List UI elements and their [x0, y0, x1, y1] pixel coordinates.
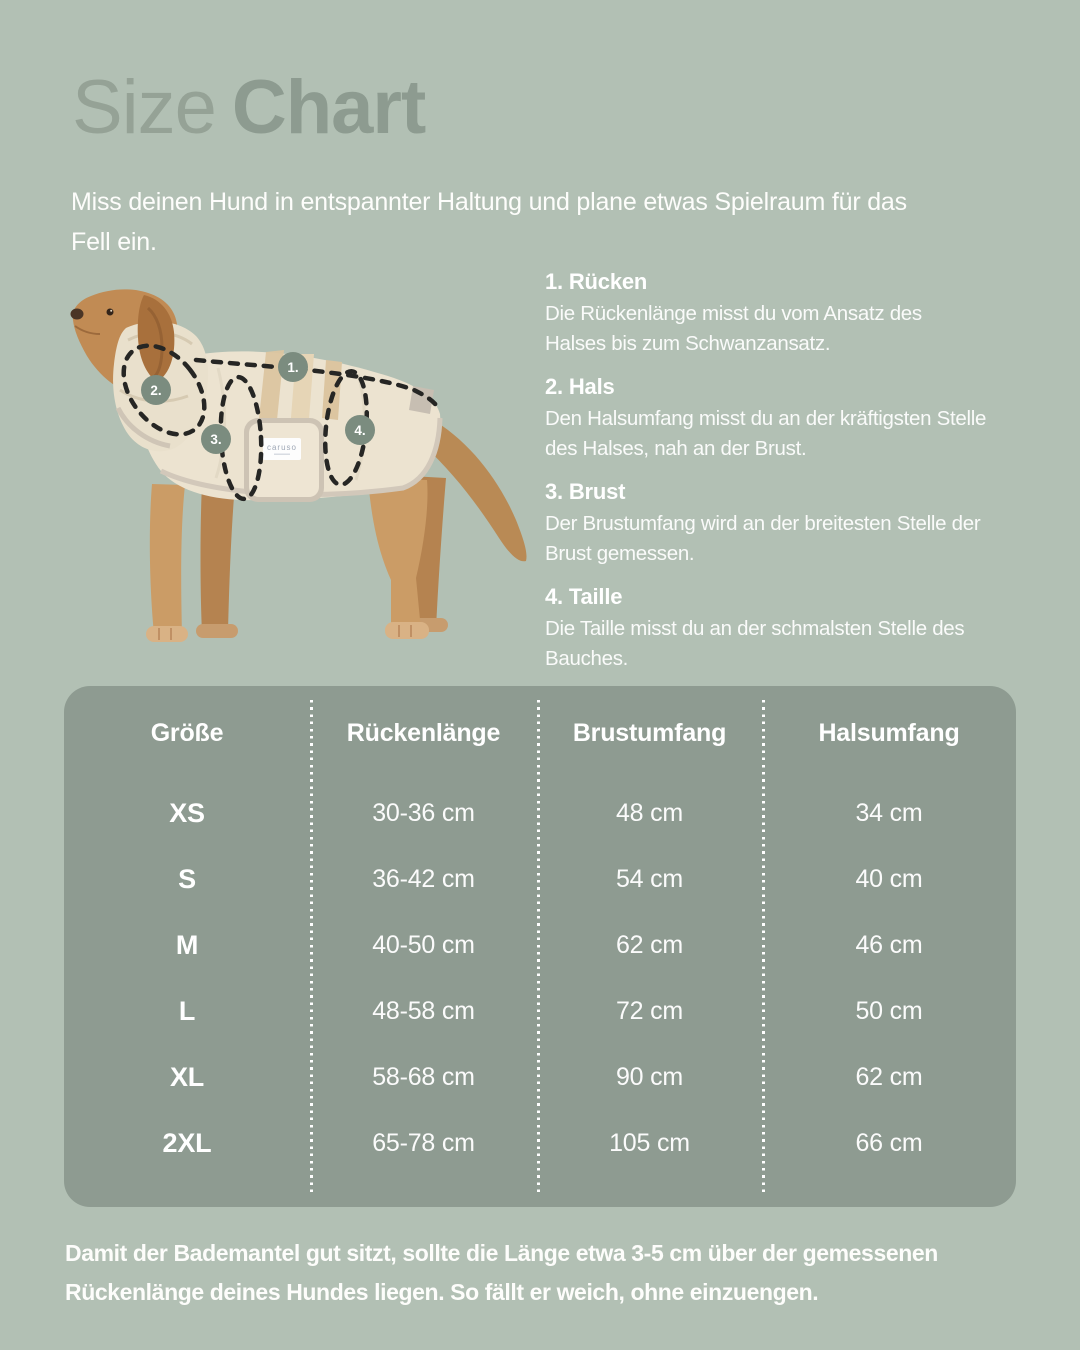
measurement-description: Der Brustumfang wird an der breitesten Stelle der Brust gemessen.	[545, 512, 981, 565]
fit-note-line-2: Rückenlänge deines Hundes liegen. So fällt er weich, ohne einzuengen.	[65, 1279, 819, 1305]
measurement-description: Die Rückenlänge misst du vom Ansatz des Halses bis zum Schwanzansatz.	[545, 302, 922, 355]
badge-4-label: 4.	[354, 423, 366, 438]
chest-girth-value: 62 cm	[615, 930, 684, 959]
table-row-s	[64, 846, 1016, 912]
chest-girth-value: 54 cm	[615, 864, 684, 893]
dog-measurement-illustration	[58, 268, 540, 670]
chest-girth-value: 48 cm	[615, 798, 684, 827]
neck-girth-value: 40 cm	[855, 864, 923, 893]
column-header-rueckenlaenge: Rückenlänge	[346, 718, 501, 747]
neck-girth-value: 62 cm	[855, 1062, 923, 1091]
column-header-groesse: Größe	[150, 718, 224, 747]
size-label: XS	[169, 797, 205, 828]
dog-hind-near-paw	[385, 622, 429, 639]
chest-girth-value: 105 cm	[609, 1128, 690, 1157]
page-title	[72, 65, 426, 150]
column-separator	[310, 700, 313, 1192]
column-header-brustumfang: Brustumfang	[572, 718, 727, 747]
size-label: 2XL	[162, 1127, 212, 1158]
size-label: M	[175, 929, 199, 960]
brand-label-line	[274, 454, 290, 456]
dog-hind-near-leg	[368, 478, 428, 630]
badge-1-label: 1.	[287, 360, 299, 375]
measurement-heading: 3. Brust	[545, 479, 626, 504]
back-length-value: 40-50 cm	[372, 930, 475, 959]
back-length-value: 36-42 cm	[372, 864, 475, 893]
column-header-halsumfang: Halsumfang	[818, 718, 960, 747]
brand-label-text: caruso	[266, 443, 298, 452]
column-separator	[537, 700, 540, 1192]
size-label: S	[178, 863, 196, 894]
dog-front-far-leg	[201, 483, 236, 634]
neck-girth-value: 50 cm	[855, 996, 923, 1025]
measurement-item-brust	[545, 476, 1070, 569]
back-length-value: 48-58 cm	[372, 996, 475, 1025]
measurement-heading: 1. Rücken	[545, 269, 648, 294]
measurement-item-taille	[545, 581, 1070, 674]
chest-girth-value: 72 cm	[615, 996, 684, 1025]
title-word-size: Size	[72, 65, 216, 150]
measurement-guide	[545, 266, 1070, 686]
intro-line-1: Miss deinen Hund in entspannter Haltung und plane etwas Spielraum für das	[71, 188, 907, 216]
dog-eye	[107, 309, 114, 316]
size-table-header-row	[64, 686, 1016, 780]
measurement-heading: 2. Hals	[545, 374, 615, 399]
title-word-chart: Chart	[231, 65, 426, 150]
table-row-m	[64, 912, 1016, 978]
chest-girth-value: 90 cm	[615, 1062, 684, 1091]
dog-front-near-leg	[150, 484, 185, 634]
table-row-xs	[64, 780, 1016, 846]
dog-eye-highlight	[110, 310, 112, 312]
measurement-heading: 4. Taille	[545, 584, 623, 609]
back-length-value: 58-68 cm	[372, 1062, 475, 1091]
neck-girth-value: 66 cm	[855, 1128, 923, 1157]
table-row-xl	[64, 1044, 1016, 1110]
dog-front-far-paw	[196, 624, 238, 638]
neck-girth-value: 34 cm	[855, 798, 923, 827]
fit-note	[65, 1234, 938, 1312]
intro-line-2: Fell ein.	[71, 228, 157, 256]
badge-2-label: 2.	[150, 383, 162, 398]
measurement-item-ruecken	[545, 266, 1070, 359]
fit-note-line-1: Damit der Bademantel gut sitzt, sollte die Länge etwa 3-5 cm über der gemessenen	[65, 1240, 938, 1266]
back-length-value: 30-36 cm	[372, 798, 475, 827]
size-label: L	[178, 995, 196, 1026]
table-row-l	[64, 978, 1016, 1044]
measurement-item-hals	[545, 371, 1070, 464]
neck-girth-value: 46 cm	[855, 930, 923, 959]
badge-3-label: 3.	[210, 432, 222, 447]
size-table	[64, 686, 1016, 1207]
column-separator	[762, 700, 765, 1192]
back-length-value: 65-78 cm	[372, 1128, 475, 1157]
measurement-description: Die Taille misst du an der schmalsten Stelle des Bauches.	[545, 617, 965, 670]
dog-illustration-svg	[58, 268, 540, 670]
size-label: XL	[169, 1061, 205, 1092]
dog-nose	[71, 309, 84, 320]
measurement-description: Den Halsumfang misst du an der kräftigsten Stelle des Halses, nah an der Brust.	[545, 407, 987, 460]
table-row-2xl	[64, 1110, 1016, 1176]
intro-text	[71, 182, 907, 262]
dog-front-near-paw	[146, 626, 188, 642]
